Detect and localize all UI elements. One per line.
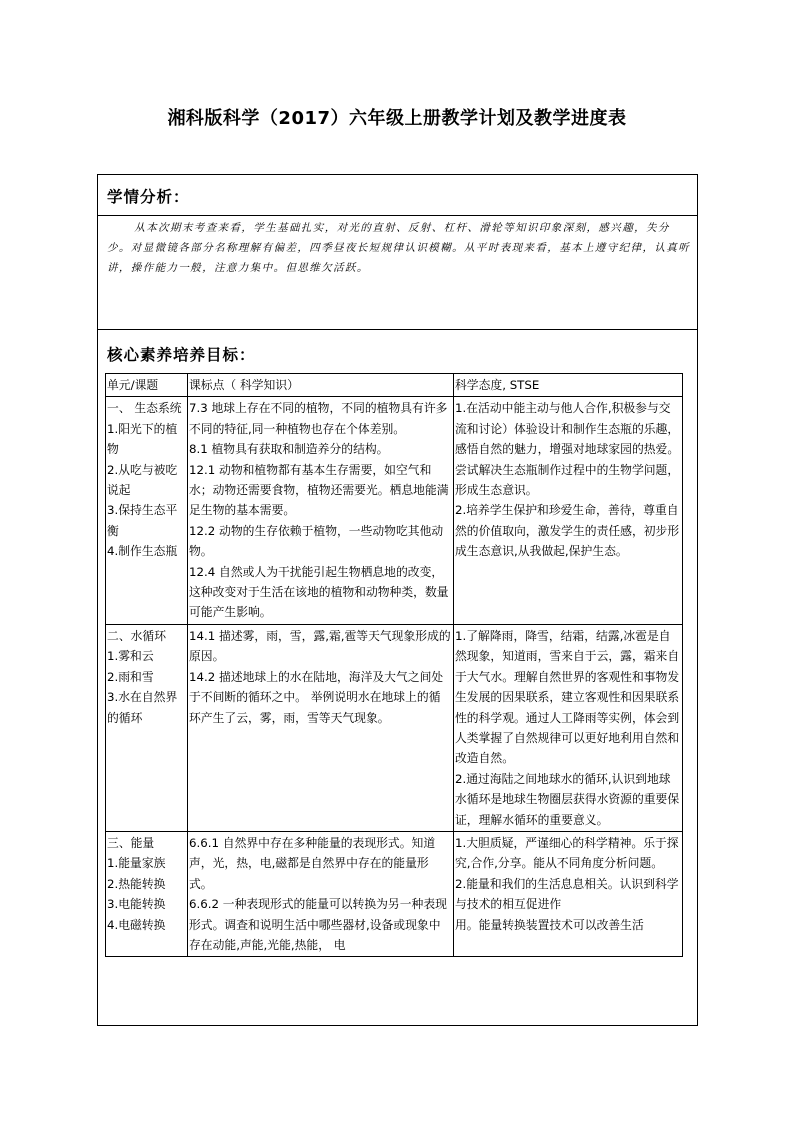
table-header-row [106,374,683,397]
table-row [106,397,683,624]
attitude-cell [454,624,683,831]
standard-point: 8.1 植物具有获取和制造养分的结构。 [189,442,389,457]
knowledge-cell [188,831,454,956]
analysis-text: 从本次期末考查来看，学生基础扎实，对光的直射、反射、杠杆、滑轮等知识印象深刻，感兴趣，失分少。对显微镜各部分名称理解有偏差，四季昼夜长短规律认识模糊。从平时表现来看，基本上遵守纪律，认真听讲，操作能力一般，注意力集中。但思维欠活跃。 [107,222,691,274]
standard-point: 7.3 地球上存在不同的植物，不同的植物具有许多不同的特征,同一种植物也存在个体差别。 [189,401,448,436]
standard-point: 6.6.1 自然界中存在多种能量的表现形式。知道声，光，热，电,磁都是自然界中存在的能量形式。 [189,835,436,891]
standard-point: 12.1 动物和植物都有基本生存需要，如空气和水；动物还需要食物，植物还需要光。栖息地能满足生物的基本需要。 [189,462,449,518]
attitude-point: 1.在活动中能主动与他人合作,积极参与交流和讨论）体验设计和制作生态瓶的乐趣，感悟自然的魅力，增强对地球家园的热爱。 尝试解决生态瓶制作过程中的生物学问题，形成生态意识。 [455,401,680,498]
standard-point: 12.4 自然或人为干扰能引起生物栖息地的改变，这种改变对于生活在该地的植物和动物种类，数量可能产生影响。 [189,564,449,620]
attitude-point: 1.大胆质疑，严谨细心的科学精神。乐于探究,合作,分享。能从不同角度分析问题。 [455,835,679,871]
goals-heading: 核心素养培养目标： [107,345,256,364]
unit-title: 一、 生态系统 [107,401,182,416]
knowledge-cell [188,397,454,624]
unit-cell [106,397,188,624]
analysis-heading: 学情分析： [107,187,190,206]
header-unit: 单元/课题 [106,374,188,397]
knowledge-cell [188,624,454,831]
lesson-item: 3.水在自然界的循环 [107,690,178,725]
attitude-point: 1.了解降雨，降雪，结霜，结露,冰雹是自然现象，知道雨，雪来自于云，露，霜来自于大气水。理解自然世界的客观性和事物发生发展的因果联系，建立客观性和因果联系性的科学观。通过人工降雨等实例，体会到人类掌握了自然规律可以更好地利用自然和改造自然。 [455,628,680,766]
standard-point: 14.1 描述雾，雨，雪，露,霜,雹等天气现象形成的原因。 [189,628,451,664]
plan-frame [97,174,698,1026]
attitude-point: 用。能量转换装置技术可以改善生活 [455,917,644,932]
lesson-item: 4.电磁转换 [107,917,166,932]
divider-top [98,215,698,216]
lesson-item: 2.热能转换 [107,876,166,891]
page-title: 湘科版科学（2017）六年级上册教学计划及教学进度表 [167,108,627,129]
attitude-point: 2.培养学生保护和珍爱生命，善待，尊重自然的价值取向，激发学生的责任感，初步形成生态意识,从我做起,保护生态。 [455,503,680,559]
unit-cell [106,831,188,956]
table-row [106,624,683,831]
standard-point: 14.2 描述地球上的水在陆地，海洋及大气之间处于不间断的循环之中。 举例说明水在地球上的循环产生了云，雾，雨，雪等天气现象。 [189,669,444,725]
lesson-item: 3.保持生态平衡 [107,503,178,538]
attitude-point: 2.能量和我们的生活息息相关。认识到科学与技术的相互促进作 [455,876,679,912]
attitude-point: 2.通过海陆之间地球水的循环,认识到地球水循环是地球生物圈层获得水资源的重要保证，理解水循环的重要意义。 [455,771,680,827]
attitude-cell [454,397,683,624]
lesson-item: 2.从吃与被吃说起 [107,462,178,498]
goals-table [105,373,683,957]
lesson-item: 4.制作生态瓶 [107,544,178,559]
lesson-item: 1.阳光下的植物 [107,421,178,457]
standard-point: 12.2 动物的生存依赖于植物，一些动物吃其他动物。 [189,523,444,559]
standard-point: 6.6.2 一种表现形式的能量可以转换为另一种表现形式。调查和说明生活中哪些器材,设备或现象中存在动能,声能,光能,热能， 电 [189,897,447,952]
lesson-item: 2.雨和雪 [107,669,154,684]
lesson-item: 1.雾和云 [107,649,154,664]
unit-title: 三、能量 [107,835,155,850]
unit-cell [106,624,188,831]
divider-middle [98,329,698,330]
attitude-cell [454,831,683,956]
header-attitude: 科学态度, STSE [454,374,683,397]
lesson-item: 3.电能转换 [107,897,166,912]
header-knowledge: 课标点（ 科学知识） [188,374,454,397]
lesson-item: 1.能量家族 [107,856,166,871]
table-row [106,831,683,956]
unit-title: 二、水循环 [107,628,166,643]
